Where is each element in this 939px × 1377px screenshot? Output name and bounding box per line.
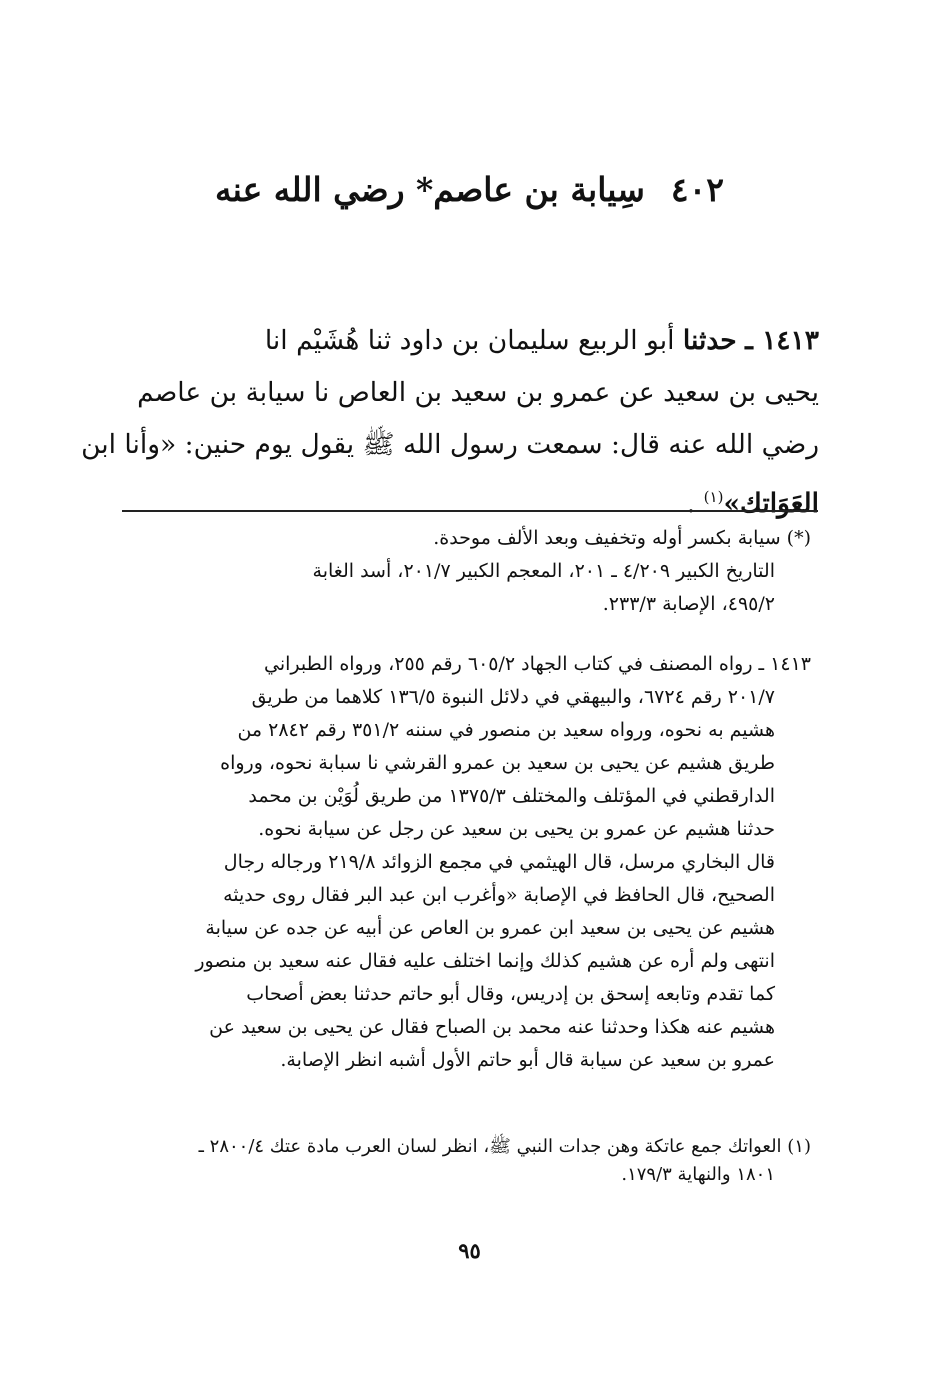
takhrij-line: حدثنا هشيم عن عمرو بن يحيى بن سعيد عن رجل عن سيابة نحوه. — [258, 818, 775, 840]
notes-divider — [122, 510, 818, 512]
takhrij-line: انتهى ولم أره عن هشيم كذلك وإنما اختلف عليه فقال عنه سعيد بن منصور — [195, 950, 775, 972]
takhrij-line: هشيم به نحوه، ورواه سعيد بن منصور في سننه ٣٥١/٢ رقم ٢٨٤٢ من — [237, 719, 775, 741]
takhrij-line: طريق هشيم عن يحيى بن سعيد بن عمرو القرشي نا سبابة نحوه، ورواه — [220, 752, 775, 774]
takhrij-line: ٢٠١/٧ رقم ٦٧٢٤، والبيهقي في دلائل النبوة ١٣٦/٥ كلاهما من طريق — [251, 686, 775, 708]
takhrij-line: ١٤١٣ ـ رواه المصنف في كتاب الجهاد ٦٠٥/٢ رقم ٢٥٥، ورواه الطبراني — [264, 653, 811, 675]
section-heading — [120, 170, 819, 209]
footnote-1 — [122, 1133, 811, 1189]
star-note-line: التاريخ الكبير ٤/٢٠٩ ـ ٢٠١، المعجم الكبير ٢٠١/٧، أسد الغابة — [312, 560, 775, 582]
takhrij-line: الصحيح، قال الحافظ في الإصابة «وأغرب ابن عبد البر فقال روى حديثه — [223, 884, 775, 906]
takhrij-note — [122, 648, 811, 1077]
takhrij-line: كما تقدم وتابعه إسحق بن إدريس، وقال أبو حاتم حدثنا بعض أصحاب — [246, 983, 775, 1005]
takhrij-line: هشيم عن يحيى بن سعيد ابن عمرو بن العاص عن أبيه عن جده عن سيابة — [205, 917, 775, 939]
hadith-line-2: يحيى بن سعيد عن عمرو بن سعيد بن العاص نا سيابة بن عاصم — [137, 377, 819, 408]
takhrij-line: قال البخاري مرسل، قال الهيثمي في مجمع الزوائد ٢١٩/٨ ورجاله رجال — [223, 851, 775, 873]
footnote-line: ١٨٠١ والنهاية ١٧٩/٣. — [621, 1164, 775, 1185]
page-number: ٩٥ — [458, 1238, 481, 1263]
hadith-line-3: رضي الله عنه قال: سمعت رسول الله ﷺ يقول يوم حنين: «وأنا ابن — [81, 429, 819, 460]
hadith-quote-end: العَوَاتك» — [723, 487, 819, 519]
hadith-line-1 — [122, 315, 819, 367]
hadith-line-4 — [122, 471, 819, 530]
section-number: ٤٠٢ — [670, 170, 725, 209]
takhrij-line: الدارقطني في المؤتلف والمختلف ١٣٧٥/٣ من طريق لُوَيْن بن محمد — [248, 785, 775, 807]
section-title: سِيابة بن عاصم* رضي الله عنه — [214, 170, 645, 209]
hadith-line-1-rest: أبو الربيع سليمان بن داود ثنا هُشَيْم انا — [264, 325, 675, 356]
footnote-ref: (١) — [703, 488, 724, 506]
hadith-line-4-end: . — [686, 487, 696, 519]
takhrij-line: هشيم عنه هكذا وحدثنا عنه محمد بن الصباح فقال عن يحيى بن سعيد عن — [209, 1016, 775, 1038]
hadith-text — [81, 315, 819, 530]
star-note-line: (*) سيابة بكسر أوله وتخفيف وبعد الألف موحدة. — [433, 527, 811, 549]
star-note — [122, 522, 811, 621]
footnote-line: (١) العواتك جمع عاتكة وهن جدات النبي ﷺ، انظر لسان العرب مادة عتك ٢٨٠٠/٤ ـ — [198, 1136, 811, 1157]
hadith-lead: حدثنا — [682, 325, 737, 356]
hadith-number: ١٤١٣ ـ — [745, 325, 819, 356]
takhrij-line: عمرو بن سعيد عن سيابة قال أبو حاتم الأول أشبه انظر الإصابة. — [280, 1049, 775, 1071]
star-note-line: ٤٩٥/٢، الإصابة ٢٣٣/٣. — [602, 593, 775, 615]
